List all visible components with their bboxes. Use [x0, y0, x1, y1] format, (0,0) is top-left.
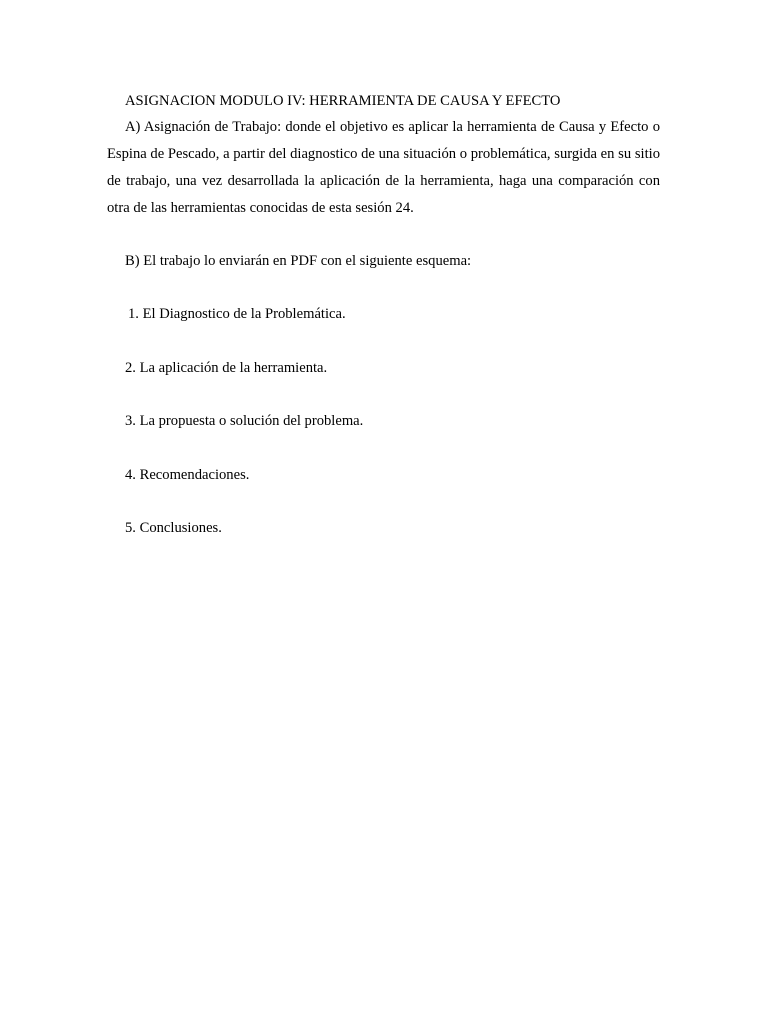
section-a-paragraph: A) Asignación de Trabajo: donde el objetivo es aplicar la herramienta de Causa y Efecto o Espina de Pescado, a partir del diagnostico de una situación o problemática, surgida en su sitio de trabajo, una vez desarrollada la aplicación de la herramienta, haga una comparación con otra de las herramientas conocidas de esta sesión 24. — [107, 119, 660, 216]
outline-item-aplicacion: 2. La aplicación de la herramienta. — [125, 359, 328, 376]
section-b-paragraph: B) El trabajo lo enviarán en PDF con el siguiente esquema: — [125, 252, 472, 269]
outline-item-conclusiones: 5. Conclusiones. — [125, 520, 222, 537]
outline-item-diagnostico: 1. El Diagnostico de la Problemática. — [128, 306, 346, 323]
outline-list — [107, 301, 660, 542]
document-body — [107, 88, 660, 542]
assignment-title: ASIGNACION MODULO IV: HERRAMIENTA DE CAUSA Y EFECTO — [125, 93, 561, 109]
outline-item-propuesta: 3. La propuesta o solución del problema. — [125, 413, 364, 430]
outline-item-recomendaciones: 4. Recomendaciones. — [125, 466, 250, 483]
